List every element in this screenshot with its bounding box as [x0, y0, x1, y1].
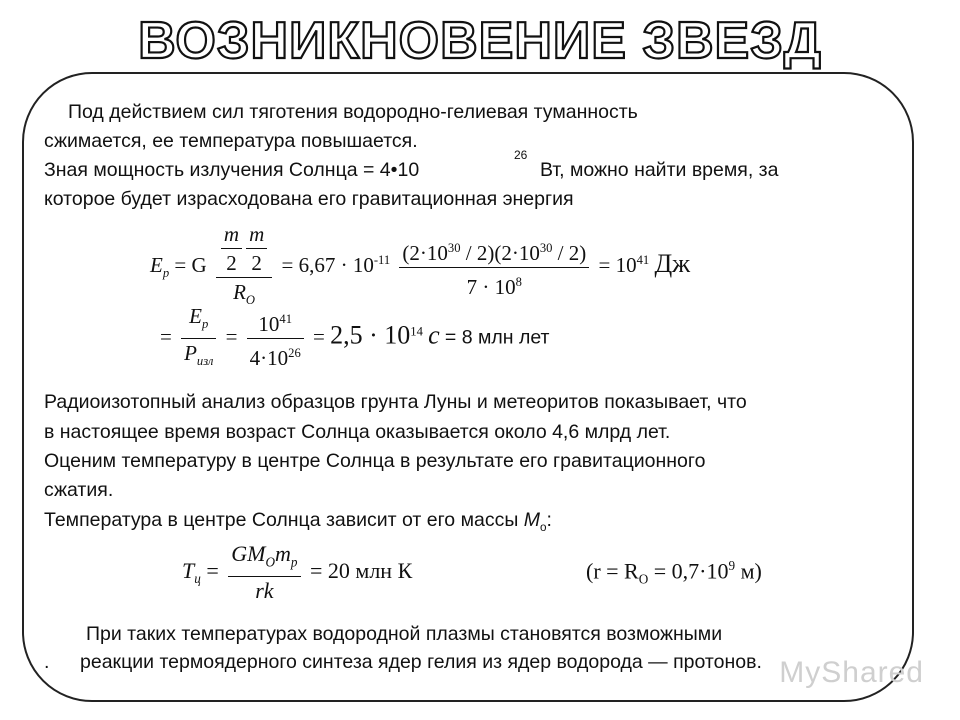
para1-line3-post: Вт, можно найти время, за	[540, 159, 779, 181]
f1-num-mid: / 2)(2·10	[460, 240, 540, 265]
para1-line3-exp: 26	[514, 148, 528, 162]
f3-t-sub: ц	[194, 571, 201, 587]
f1-m2: m	[246, 220, 267, 249]
f1-two-b: 2	[251, 251, 262, 275]
f3-cond: (r = R	[586, 558, 639, 584]
f2-ep: E	[189, 304, 202, 328]
f1-unit: Дж	[654, 248, 691, 278]
f2-den: 4·10	[249, 346, 289, 371]
para2-line5-text: Температура в центре Солнца зависит от его массы	[44, 509, 524, 531]
f1-num-end: / 2)	[552, 240, 587, 265]
formula-time	[160, 302, 549, 375]
f1-two: 2	[226, 251, 237, 275]
f2-eq1: =	[160, 324, 172, 349]
f2-val-exp: 14	[410, 324, 423, 339]
f3-cond-sub: O	[638, 571, 649, 587]
f2-den-exp: 26	[288, 346, 301, 361]
f1-coef-exp: -11	[373, 252, 391, 267]
title-text: ВОЗНИКНОВЕНИЕ ЗВЕЗД	[138, 12, 822, 70]
para1-line1: Под действием сил тяготения водородно-гелиевая туманность	[68, 101, 638, 123]
f2-energy-power-fraction	[181, 302, 216, 375]
f1-num-exp1: 30	[447, 240, 461, 255]
f3-result: = 20 млн К	[310, 557, 413, 583]
f2-p: P	[184, 341, 197, 366]
para3-line2: реакции термоядерного синтеза ядер гелия из ядер водорода — протонов.	[80, 651, 762, 673]
f3-den: rk	[255, 578, 274, 604]
para2-line5-colon: :	[546, 509, 552, 531]
f1-r: R	[233, 280, 246, 304]
f1-result: = 10	[598, 252, 637, 277]
para1-line4: которое будет израсходована его гравитационная энергия	[44, 188, 574, 210]
f1-eq-g: = G	[174, 252, 207, 277]
f1-value-fraction	[399, 234, 589, 301]
f2-val: 2,5 · 10	[330, 320, 411, 350]
para2-line4: сжатия.	[44, 479, 114, 501]
f2-val-unit: c	[428, 320, 440, 350]
para1-line3-pre: Зная мощность излучения Солнца = 4•10	[44, 159, 420, 181]
f1-den: 7 · 10	[466, 274, 516, 299]
f1-coef: = 6,67 · 10	[281, 252, 374, 277]
f1-lhs: E	[150, 252, 163, 277]
f3-fraction	[228, 540, 300, 605]
f3-num-sub1: O	[265, 554, 276, 570]
f3-cond-exp: 9	[728, 558, 736, 573]
f2-result: = 8 млн лет	[444, 326, 550, 349]
formula-temperature	[182, 540, 412, 605]
para3-dot: .	[44, 651, 50, 673]
f2-eq2: =	[225, 324, 238, 349]
slide-title	[0, 2, 960, 72]
f3-num: GM	[231, 541, 266, 566]
watermark-logo: MyShared	[779, 656, 924, 689]
formula-condition	[586, 558, 762, 588]
f1-den-exp: 8	[515, 274, 522, 289]
f2-ep-sub: p	[201, 317, 209, 332]
para2-line1: Радиоизотопный анализ образцов грунта Луны и метеоритов показывает, что	[44, 391, 747, 413]
f3-num-m: m	[275, 541, 291, 566]
f3-cond-mid: = 0,7·10	[648, 558, 729, 584]
para1-line2: сжимается, ее температура повышается.	[44, 130, 418, 152]
f1-mass-fraction	[216, 220, 272, 314]
para2-line5	[44, 506, 552, 542]
para2-line2: в настоящее время возраст Солнца оказывается около 4,6 млрд лет.	[44, 421, 671, 443]
f1-num-exp2: 30	[539, 240, 553, 255]
f1-lhs-sub: p	[162, 266, 170, 281]
f3-eq: =	[206, 557, 219, 583]
f2-eq3: =	[313, 324, 325, 349]
f1-r-sub: O	[245, 293, 256, 308]
f1-m1: m	[221, 220, 242, 249]
formula-energy	[150, 220, 690, 314]
f3-cond-end: м)	[735, 558, 762, 584]
f1-num: (2·10	[402, 240, 448, 265]
f3-t: T	[182, 557, 195, 583]
f2-num-exp: 41	[279, 312, 292, 327]
para3-line1: При таких температурах водородной плазмы становятся возможными	[86, 623, 723, 645]
para2-line3: Оценим температуру в центре Солнца в результате его гравитационного	[44, 450, 706, 472]
f2-p-sub: изл	[196, 354, 214, 369]
f3-num-sub2: p	[290, 554, 298, 570]
f2-num: 10	[258, 312, 280, 337]
para2-mass-symbol: M	[523, 509, 540, 531]
f2-value-fraction	[247, 305, 304, 372]
f1-result-exp: 41	[636, 252, 650, 267]
para2-mass-sub: o	[540, 520, 547, 534]
